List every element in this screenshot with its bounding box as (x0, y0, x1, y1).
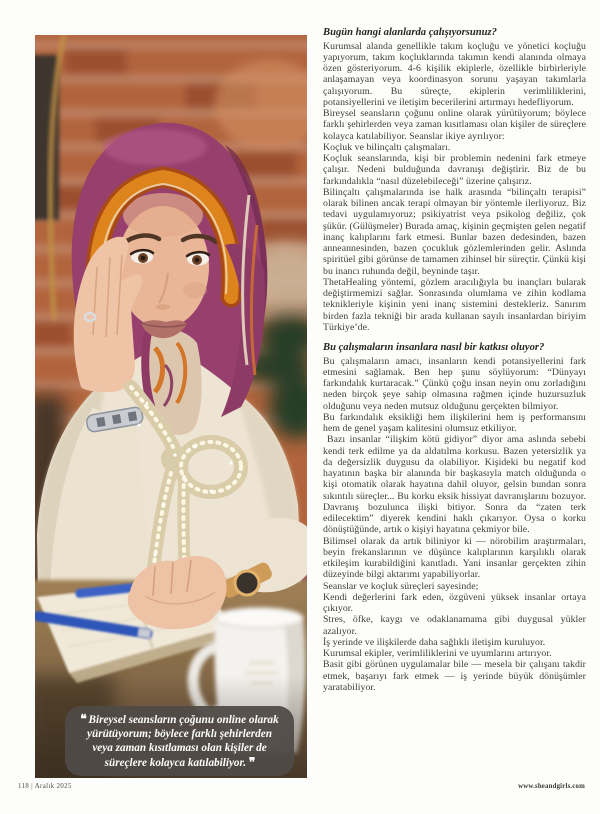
page-number-and-issue: 118 | Aralık 2025 (18, 783, 72, 790)
article-paragraph: Koçluk ve bilinçaltı çalışmaları. (323, 141, 451, 153)
watch-face (235, 571, 259, 595)
pull-quote-text (77, 712, 282, 770)
article-paragraph: Koçluk seanslarında, kişi bir problemin nedenini fark etmeye çalışır. Nedeni bulduğunda davranışı değiştirir. Biz de bu farkındalıkla “nasıl düzelebileceği” üzerine çalışırız. (323, 153, 586, 187)
article-paragraph: ThetaHealing yöntemi, gözlem aracılığıyla bu inançları bularak değiştirmemizi sağlar. Sonrasında olumlama ve zihin kodlama teknikleriyle kişinin yeni inanç sistemini destekleriz. Sanırım birden fazla tekniği bir arada kullanan sayılı insanlardan biriyim Türkiye’de. (323, 276, 586, 333)
article-section-1 (323, 27, 586, 333)
article-section-2 (323, 342, 586, 693)
article-paragraph: Bu farkındalık eksikliği hem ilişkilerini hem iş performansını hem de genel yaşam kalitesini olumsuz etkiliyor. (323, 411, 586, 434)
pull-quote-box (65, 706, 294, 776)
close-quote-icon: ❞ (248, 755, 255, 770)
article-paragraph: İş yerinde ve ilişkilerde daha sağlıklı iletişim kuruluyor. (323, 636, 546, 648)
article-paragraph: Bu çalışmaların amacı, insanların kendi potansiyellerini fark etmesini sağlamak. Ben hep şunu söylüyorum: “Dünyayı farkındalık kurtaracak.” Çünkü çoğu insan neyin onu zorladığını neden birçok şeye sahip olmasına rağmen içinde huzursuzluk olduğunu veya neden mutsuz olduğunu gerçekten bilmiyor. (323, 355, 586, 412)
portrait-photo (35, 35, 307, 778)
article-paragraph: Kurumsal ekipler, verimliliklerini ve uyumlarını artırıyor. (323, 648, 552, 659)
magazine-website: www.sheandgirls.com (518, 783, 585, 790)
article-paragraph: Basit gibi görünen uygulamalar bile — mesela bir çalışanı takdir etmek, başarıyı fark etmek — iş yerinde büyük dönüşümler yaratabiliyor. (323, 659, 586, 693)
article-column (323, 27, 586, 693)
article-paragraph: Bazı insanlar “ilişkim kötü gidiyor” diyor ama aslında sebebi kendi terk edilme ya da aldatılma korkusu. Bazen yetersizlik ya da değersizlik duygusu da olabiliyor. Kişideki bu negatif kod hayatının başka bir alanında bir başkasıyla match olduğunda o kişi otomatik olarak hayatına dahil oluyor, gelsin bundan sonra sıkıntılı süreçler... Bu korku eksik hissiyat davranışlarını bozuyor. Davranış bozulunca ilişki bitiyor. Sonra da “zaten terk edilecektim” diyerek kendini haklı çıkarıyor. Oysa o korku dönüştüğünde, artık o kişiyi hayatına çekmiyor bile. (323, 434, 586, 536)
pull-quote-body: Bireysel seansların çoğunu online olarak yürütüyorum; böylece farklı şehirlerden veya zaman kısıtlaması olan kişiler de süreçlere kolayca katılabiliyor. (87, 714, 279, 770)
left-eye (131, 250, 153, 263)
article-paragraph: Bilinçaltı çalışmalarında ise halk arasında “bilinçaltı terapisi” olarak bilinen ancak terapi olmayan bir yöntemle ilerliyoruz. Biz tedavi uygulamıyoruz; psikiyatrist veya psikolog değiliz, çok şükür. (Gülüşmeler) Burada amaç, kişinin geçmişten gelen negatif inanç kalıplarını fark etmesi. Bunlar bazen dedesinden, bazen anneannesinden, bazen çocukluk gözlemlerinden gelir. Aslında spiritüel gibi görünse de tamamen zihinsel bir süreçtir. Çünkü kişi bu inancı ruhunda değil, beyninde taşır. (323, 186, 586, 277)
section-heading: Bugün hangi alanlarda çalışıyorsunuz? (323, 27, 497, 38)
article-paragraph: Bireysel seansların çoğunu online olarak yürütüyorum; böylece farklı şehirlerden veya zaman kısıtlaması olan kişiler de süreçlere kolayca katılabiliyor. Seanslar ikiye ayrılıyor: (323, 108, 586, 142)
portrait-photo-illustration (35, 35, 307, 778)
article-paragraph: Kendi değerlerini fark eden, özgüveni yüksek insanlar ortaya çıkıyor. (323, 591, 586, 614)
right-eye (187, 252, 209, 265)
article-paragraph: Stres, öfke, kaygı ve odaklanamama gibi duygusal yükler azalıyor. (323, 614, 586, 637)
article-paragraph: Seanslar ve koçluk süreçleri sayesinde; (323, 580, 479, 592)
article-paragraph: Kurumsal alanda genellikle takım koçluğu ve yönetici koçluğu yapıyorum, takım koçluklarında takımın kendi alanında olmaya özen gösteriyorum. 4-6 kişilik ekiplerle, özellikle birbirleriyle anlaşamayan veya koordinasyon sorunu yaşayan takımlarla çalışıyorum. Bu süreçte, ekiplerin verimliliklerini, potansiyellerini ve iletişim becerilerini artırmayı hedefliyorum. (323, 40, 586, 108)
article-paragraph: Bilimsel olarak da artık biliniyor ki — nörobilim araştırmaları, beyin frekanslarının ve düşünce kalıplarının karşılıklı olarak etkileşim kurabildiğini kanıtladı. Yani insanlar gerçekten zihin düzeyinde bilgi aktarımı yapabiliyorlar. (323, 535, 586, 581)
open-quote-icon: ❝ (80, 712, 86, 726)
section-heading: Bu çalışmaların insanlara nasıl bir katkısı oluyor? (323, 342, 545, 353)
